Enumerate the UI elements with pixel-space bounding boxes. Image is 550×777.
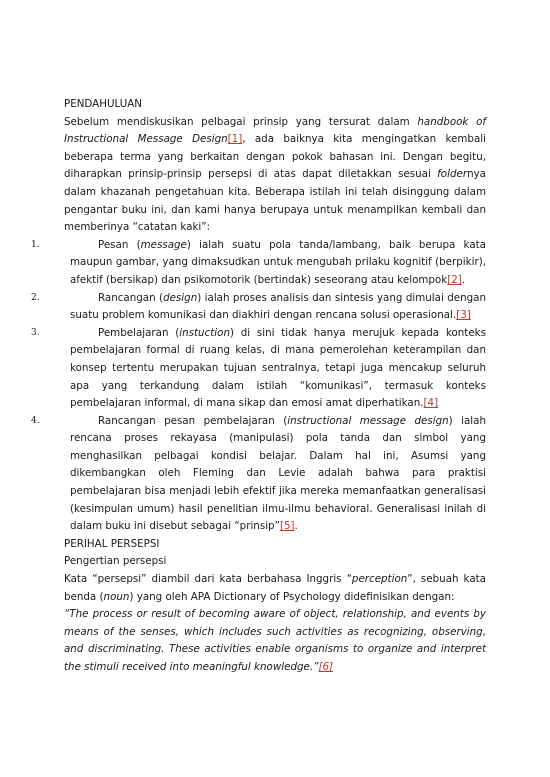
item-term: instuction <box>179 326 230 339</box>
document-page <box>31 96 486 677</box>
item-text-c: . <box>461 273 466 286</box>
footnote-ref-4[interactable]: [4] <box>423 397 439 410</box>
list-item <box>31 290 486 325</box>
item-term: design <box>163 291 198 304</box>
para2-text-c: ) yang oleh APA Dictionary of Psychology didefinisikan dengan: <box>129 590 455 603</box>
list-item <box>31 237 486 290</box>
list-item <box>31 413 486 536</box>
para2-text-b: ”, sebuah kata benda ( <box>64 573 486 603</box>
item-text-a: Pembelajaran ( <box>98 326 180 339</box>
intro-folder-word: folder <box>437 168 468 181</box>
item-text-c: . <box>294 520 298 533</box>
intro-text-2: , ada baiknya kita mengingatkan kembali beberapa terma yang berkaitan dengan pokok bahasan ini. Dengan begitu, diharapkan prinsip-prinsip persepsi di atas dapat diletakkan sesuai <box>64 133 486 181</box>
list-number: 3. <box>31 327 40 338</box>
intro-text-3: nya dalam khazanah pengetahuan kita. Beberapa istilah ini telah disinggung dalam pengantar buku ini, dan kami hanya berupaya untuk menampilkan kembali dan memberinya “catatan kaki”: <box>64 168 486 234</box>
quote-text: “The process or result of becoming aware of object, relationship, and events by means of the senses, which includes such activities as recognizing, observing, and discriminating. These activities enable organisms to organize and interpret the stimuli received into meaningful knowledge.” <box>64 608 486 673</box>
item-text-b: ) di sini tidak hanya merujuk kepada konteks pembelajaran formal di ruang kelas, di mana pemerolehan keterampilan dan konsep tertentu merupakan tujuan sentralnya, tetapi juga mencakup seluruh apa yang terkandung dalam istilah “komunikasi”, termasuk konteks pembelajaran informal, di mana sikap dan emosi amat diperhatikan. <box>70 326 486 410</box>
subsection-heading: Pengertian persepsi <box>64 555 167 568</box>
section-heading-persepsi: PERIHAL PERSEPSI <box>64 537 160 550</box>
para2-noun: noun <box>103 590 130 603</box>
section-heading-pendahuluan: PENDAHULUAN <box>64 98 142 110</box>
footnote-ref-5[interactable]: [5] <box>279 520 295 533</box>
item-text-b: ) ialah suatu pola tanda/lambang, baik berupa kata maupun gambar, yang dimaksudkan untuk mengubah prilaku kognitif (berpikir), afektif (bersikap) dan psikomotorik (bertindak) seseorang atau kelompok <box>70 238 486 286</box>
list-number: 4. <box>31 415 40 426</box>
intro-paragraph <box>64 114 486 237</box>
intro-book-title: handbook of Instructional Message Design <box>64 115 486 146</box>
footnote-ref-3[interactable]: [3] <box>456 309 471 322</box>
footnote-ref-2[interactable]: [2] <box>447 273 462 286</box>
intro-text-1: Sebelum mendiskusikan pelbagai prinsip yang tersurat dalam <box>64 115 418 128</box>
footnote-ref-6[interactable]: [6] <box>318 661 334 673</box>
para2-term: perception <box>351 573 408 586</box>
item-text-b: ) ialah proses analisis dan sintesis yang dimulai dengan suatu problem komunikasi dan diakhiri dengan rencana solusi operasional. <box>70 291 486 322</box>
list-number: 2. <box>31 292 40 303</box>
para2-text-a: Kata “persepsi” diambil dari kata berbahasa Inggris “ <box>64 573 352 586</box>
item-text-a: Rancangan pesan pembelajaran ( <box>98 414 288 427</box>
definition-list <box>31 237 486 536</box>
item-text-a: Pesan ( <box>98 238 141 251</box>
item-term: message <box>140 238 187 251</box>
item-text-a: Rancangan ( <box>98 291 164 304</box>
item-text-b: ) ialah rencana proses rekayasa (manipulasi) pola tanda dan simbol yang menghasilkan pelbagai kondisi belajar. Dalam hal ini, Asumsi yang dikembangkan oleh Fleming dan Levie adalah bahwa para praktisi pembelajaran bisa menjadi lebih efektif jika mereka memanfaatkan generalisasi (kesimpulan umum) hasil penelitian ilmu-ilmu behavioral. Generalisasi inilah di dalam buku ini disebut sebagai “prinsip” <box>70 414 486 533</box>
item-term: instructional message design <box>287 414 449 427</box>
footnote-ref-1[interactable]: [1] <box>227 133 243 146</box>
definition-paragraph <box>64 571 486 606</box>
list-number: 1. <box>31 239 40 250</box>
apa-quote <box>64 606 486 676</box>
list-item <box>31 325 486 413</box>
